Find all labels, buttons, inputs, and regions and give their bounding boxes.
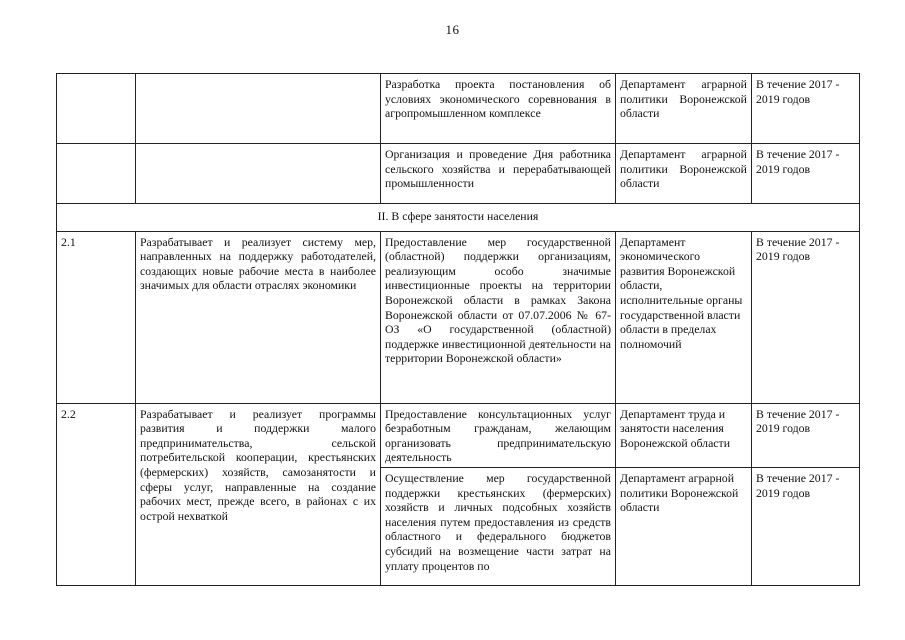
executor-cell: Департамент аграрной политики Воронежской области <box>616 467 752 585</box>
table-row <box>57 74 860 144</box>
event-cell: Предоставление консультационных услуг безработным гражданам, желающим организовать предпринимательскую деятельность <box>381 403 616 467</box>
table-row <box>57 231 860 403</box>
executor-cell: Департамент труда и занятости населения Воронежской области <box>616 403 752 467</box>
task-cell: Разрабатывает и реализует систему мер, направленных на поддержку работодателей, создающих новые рабочие места в наиболее значимых для области отраслях экономики <box>136 231 381 403</box>
item-number: 2.2 <box>57 403 136 585</box>
deadline-cell: В течение 2017 - 2019 годов <box>752 403 860 467</box>
deadline-cell: В течение 2017 - 2019 годов <box>752 231 860 403</box>
section-title: II. В сфере занятости населения <box>57 204 860 232</box>
event-cell: Организация и проведение Дня работника сельского хозяйства и перерабатывающей промышленности <box>381 144 616 204</box>
executor-cell: Департамент экономического развития Воронежской области, исполнительные органы государственной власти области в пределах полномочий <box>616 231 752 403</box>
item-number: 2.1 <box>57 231 136 403</box>
number-cell <box>57 144 136 204</box>
task-cell: Разрабатывает и реализует программы развития и поддержки малого предпринимательства, сельской потребительской кооперации, крестьянских (фермерских) хозяйств, самозанятости и сферы услуг, направленные на создание рабочих мест, прежде всего, в районах с их острой нехваткой <box>136 403 381 585</box>
event-cell: Предоставление мер государственной (областной) поддержки организациям, реализующим особо значимые инвестиционные проекты на территории Воронежской области в рамках Закона Воронежской области от 07.07.2006 № 67-ОЗ «О государственной (областной) поддержке инвестиционной деятельности на территории Воронежской области» <box>381 231 616 403</box>
table-row <box>57 144 860 204</box>
measures-table <box>56 73 860 586</box>
event-cell: Разработка проекта постановления об условиях экономического соревнования в агропромышленном комплексе <box>381 74 616 144</box>
deadline-cell: В течение 2017 - 2019 годов <box>752 74 860 144</box>
number-cell <box>57 74 136 144</box>
table-row <box>57 403 860 467</box>
section-header-row <box>57 204 860 232</box>
executor-cell: Департамент аграрной политики Воронежской области <box>616 74 752 144</box>
deadline-cell: В течение 2017 - 2019 годов <box>752 144 860 204</box>
task-cell <box>136 144 381 204</box>
event-cell: Осуществление мер государственной поддержки крестьянских (фермерских) хозяйств и личных подсобных хозяйств населения путем предоставления из средств областного и федерального бюджетов субсидий на возмещение части затрат на уплату процентов по <box>381 467 616 585</box>
executor-cell: Департамент аграрной политики Воронежской области <box>616 144 752 204</box>
task-cell <box>136 74 381 144</box>
page-number: 16 <box>445 22 460 37</box>
deadline-cell: В течение 2017 - 2019 годов <box>752 467 860 585</box>
